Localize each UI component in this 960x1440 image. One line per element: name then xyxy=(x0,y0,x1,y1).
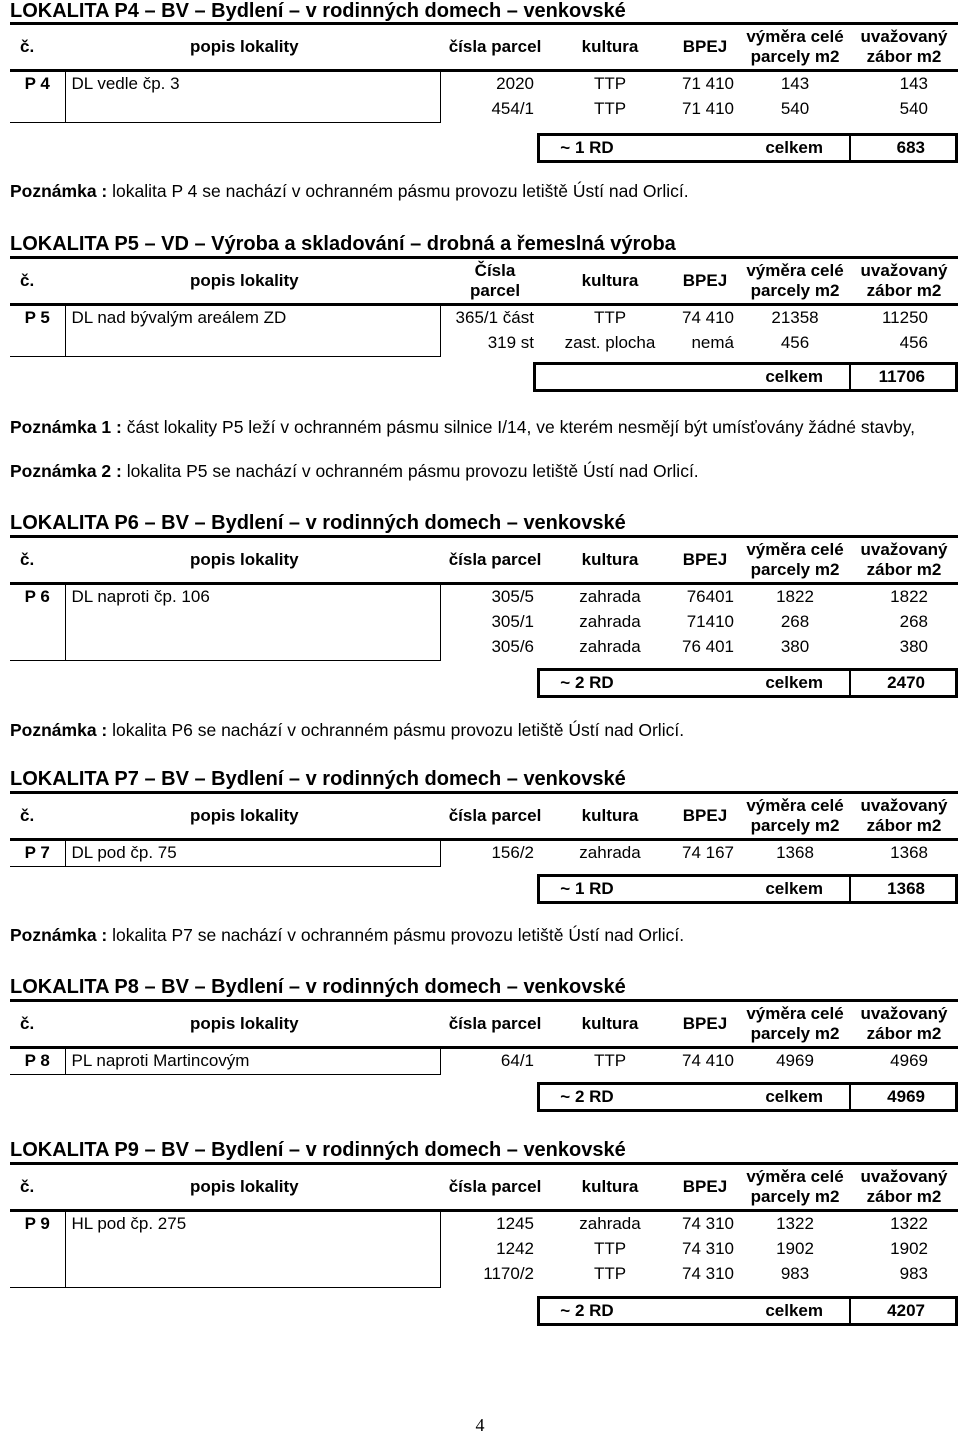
locality-table xyxy=(10,791,958,867)
cell-description: PL naproti Martincovým xyxy=(65,1048,440,1075)
note-text: lokalita P7 se nachází v ochranném pásmu provozu letiště Ústí nad Orlicí. xyxy=(112,925,685,945)
locality-table xyxy=(10,256,958,357)
locality-table xyxy=(10,1162,958,1288)
summary-row xyxy=(537,1296,958,1326)
header-number: č. xyxy=(10,1001,65,1048)
header-area-line2: parcely m2 xyxy=(750,47,840,66)
cell-parcel: 2020 xyxy=(496,74,534,93)
summary-row xyxy=(537,133,958,163)
header-culture: kultura xyxy=(550,258,670,305)
table-header-row xyxy=(10,1164,958,1211)
table-row xyxy=(10,71,958,98)
header-take xyxy=(850,1001,958,1048)
cell-area: 21358 xyxy=(771,308,819,327)
cell-bpej: 74 167 xyxy=(682,843,734,862)
header-description: popis lokality xyxy=(65,1001,440,1048)
locality-table xyxy=(10,22,958,123)
cell-take: 1822 xyxy=(890,587,928,606)
table-header-row xyxy=(10,1001,958,1048)
cell-number: P 5 xyxy=(10,305,65,332)
cell-bpej: 74 410 xyxy=(682,1051,734,1070)
summary-label: celkem xyxy=(634,1085,851,1109)
locality-table-wrap xyxy=(10,791,958,867)
summary-total: 4207 xyxy=(887,1301,925,1320)
cell-culture: zahrada xyxy=(579,587,641,606)
summary-row xyxy=(533,362,958,392)
locality-table-wrap xyxy=(10,22,958,123)
cell-number: P 6 xyxy=(10,584,65,611)
section-title: LOKALITA P4 – BV – Bydlení – v rodinných domech – venkovské xyxy=(10,0,626,22)
cell-bpej: 74 310 xyxy=(682,1264,734,1283)
cell-area: 1368 xyxy=(776,843,814,862)
header-area xyxy=(740,793,850,840)
cell-parcel: 365/1 část xyxy=(455,308,534,327)
cell-number xyxy=(10,1237,65,1262)
header-area-line1: výměra celé xyxy=(746,1167,844,1186)
header-area-line1: výměra celé xyxy=(746,1004,844,1023)
header-area xyxy=(740,537,850,584)
summary-total: 11706 xyxy=(878,367,925,386)
section-title: LOKALITA P5 – VD – Výroba a skladování – drobná a řemeslná výroba xyxy=(10,233,676,255)
header-take-line2: zábor m2 xyxy=(866,1187,942,1206)
header-take-line2: zábor m2 xyxy=(866,281,942,300)
cell-parcel: 319 st xyxy=(487,333,534,352)
page-number: 4 xyxy=(475,1415,485,1435)
cell-description xyxy=(65,610,440,635)
header-parcel: čísla parcel xyxy=(440,1164,550,1211)
header-description: popis lokality xyxy=(65,793,440,840)
header-parcel-line2: parcel xyxy=(469,281,521,300)
section-note xyxy=(10,719,950,741)
cell-number: P 8 xyxy=(10,1048,65,1075)
cell-area: 456 xyxy=(780,333,810,352)
section-note xyxy=(10,180,950,202)
summary-label: celkem xyxy=(634,1299,851,1323)
summary-rd: ~ 1 RD xyxy=(560,879,614,898)
header-parcel xyxy=(440,258,550,305)
header-area-line1: výměra celé xyxy=(746,261,844,280)
header-parcel: čísla parcel xyxy=(440,24,550,71)
table-row xyxy=(10,1237,958,1262)
cell-take: 143 xyxy=(899,74,928,93)
header-take xyxy=(850,793,958,840)
locality-table xyxy=(10,999,958,1075)
section-title: LOKALITA P7 – BV – Bydlení – v rodinných domech – venkovské xyxy=(10,768,626,790)
table-row xyxy=(10,840,958,867)
header-bpej: BPEJ xyxy=(670,258,740,305)
cell-bpej: 71410 xyxy=(686,612,734,631)
cell-description: DL vedle čp. 3 xyxy=(65,71,440,98)
section-note xyxy=(10,416,950,438)
header-take-line1: uvažovaný xyxy=(860,796,948,815)
header-culture: kultura xyxy=(550,537,670,584)
cell-area: 380 xyxy=(780,637,810,656)
table-header-row xyxy=(10,258,958,305)
header-area-line2: parcely m2 xyxy=(750,281,840,300)
header-area-line2: parcely m2 xyxy=(750,816,840,835)
locality-table-wrap xyxy=(10,256,958,357)
header-area-line1: výměra celé xyxy=(746,27,844,46)
cell-number: P 7 xyxy=(10,840,65,867)
cell-take: 1368 xyxy=(890,843,928,862)
cell-culture: TTP xyxy=(593,1239,627,1258)
summary-label: celkem xyxy=(630,365,851,389)
summary-total: 4969 xyxy=(887,1087,925,1106)
header-take xyxy=(850,1164,958,1211)
header-take-line2: zábor m2 xyxy=(866,560,942,579)
cell-area: 1322 xyxy=(776,1214,814,1233)
note-label: Poznámka 2 : xyxy=(10,461,122,481)
table-row xyxy=(10,97,958,123)
note-text: část lokality P5 leží v ochranném pásmu silnice I/14, ve kterém nesmějí být umísťovány žádné stavby, xyxy=(126,417,915,437)
summary-label: celkem xyxy=(634,877,851,901)
header-bpej: BPEJ xyxy=(670,24,740,71)
note-label: Poznámka : xyxy=(10,181,108,201)
note-text: lokalita P 4 se nachází v ochranném pásmu provozu letiště Ústí nad Orlicí. xyxy=(112,181,689,201)
locality-table xyxy=(10,535,958,661)
summary-rd: ~ 2 RD xyxy=(560,1087,614,1106)
header-take-line1: uvažovaný xyxy=(860,1004,948,1023)
cell-bpej: 76401 xyxy=(686,587,734,606)
cell-description xyxy=(65,635,440,661)
header-culture: kultura xyxy=(550,1164,670,1211)
cell-bpej: 76 401 xyxy=(682,637,734,656)
cell-take: 4969 xyxy=(890,1051,928,1070)
cell-parcel: 156/2 xyxy=(491,843,534,862)
cell-parcel: 1170/2 xyxy=(483,1264,534,1283)
header-take-line1: uvažovaný xyxy=(860,540,948,559)
header-take-line1: uvažovaný xyxy=(860,27,948,46)
header-description: popis lokality xyxy=(65,1164,440,1211)
locality-table-wrap xyxy=(10,1162,958,1288)
cell-take: 1322 xyxy=(890,1214,928,1233)
cell-bpej: 71 410 xyxy=(682,74,734,93)
cell-take: 456 xyxy=(899,333,928,352)
cell-number xyxy=(10,635,65,661)
header-number: č. xyxy=(10,24,65,71)
cell-take: 380 xyxy=(899,637,928,656)
cell-bpej: 74 310 xyxy=(682,1239,734,1258)
cell-parcel: 305/5 xyxy=(491,587,534,606)
header-area xyxy=(740,1164,850,1211)
header-area-line1: výměra celé xyxy=(746,540,844,559)
cell-area: 1822 xyxy=(776,587,814,606)
cell-number xyxy=(10,97,65,123)
header-parcel: čísla parcel xyxy=(440,1001,550,1048)
cell-culture: zahrada xyxy=(579,637,641,656)
cell-parcel: 305/1 xyxy=(491,612,534,631)
cell-number xyxy=(10,610,65,635)
table-row xyxy=(10,1048,958,1075)
table-row xyxy=(10,610,958,635)
section-title: LOKALITA P8 – BV – Bydlení – v rodinných domech – venkovské xyxy=(10,976,626,998)
header-bpej: BPEJ xyxy=(670,1164,740,1211)
cell-parcel: 454/1 xyxy=(491,99,534,118)
table-header-row xyxy=(10,793,958,840)
cell-take: 983 xyxy=(899,1264,928,1283)
cell-number: P 9 xyxy=(10,1211,65,1238)
summary-rd: ~ 2 RD xyxy=(560,1301,614,1320)
summary-row xyxy=(537,874,958,904)
cell-number xyxy=(10,1262,65,1288)
header-parcel-line1: Čísla xyxy=(474,261,516,280)
cell-parcel: 1245 xyxy=(496,1214,534,1233)
cell-culture: TTP xyxy=(593,308,627,327)
header-area xyxy=(740,24,850,71)
note-label: Poznámka : xyxy=(10,720,108,740)
cell-number xyxy=(10,331,65,357)
cell-area: 1902 xyxy=(776,1239,814,1258)
cell-bpej: nemá xyxy=(691,333,734,352)
cell-take: 268 xyxy=(899,612,928,631)
table-row xyxy=(10,584,958,611)
cell-description: DL pod čp. 75 xyxy=(65,840,440,867)
header-take-line1: uvažovaný xyxy=(860,1167,948,1186)
table-header-row xyxy=(10,537,958,584)
section-title: LOKALITA P6 – BV – Bydlení – v rodinných domech – venkovské xyxy=(10,512,626,534)
cell-take: 540 xyxy=(899,99,928,118)
header-area-line2: parcely m2 xyxy=(750,1024,840,1043)
cell-parcel: 305/6 xyxy=(491,637,534,656)
cell-culture: zahrada xyxy=(579,843,641,862)
note-text: lokalita P5 se nachází v ochranném pásmu provozu letiště Ústí nad Orlicí. xyxy=(126,461,699,481)
cell-description xyxy=(65,1262,440,1288)
summary-rd: ~ 1 RD xyxy=(560,138,614,157)
header-area-line2: parcely m2 xyxy=(750,1187,840,1206)
cell-description: HL pod čp. 275 xyxy=(65,1211,440,1238)
locality-table-wrap xyxy=(10,999,958,1075)
table-row xyxy=(10,331,958,357)
cell-area: 540 xyxy=(780,99,810,118)
header-area xyxy=(740,1001,850,1048)
cell-description xyxy=(65,97,440,123)
header-number: č. xyxy=(10,537,65,584)
header-parcel: čísla parcel xyxy=(440,793,550,840)
header-area-line1: výměra celé xyxy=(746,796,844,815)
cell-culture: TTP xyxy=(593,74,627,93)
header-description: popis lokality xyxy=(65,258,440,305)
note-text: lokalita P6 se nachází v ochranném pásmu provozu letiště Ústí nad Orlicí. xyxy=(112,720,685,740)
cell-culture: TTP xyxy=(593,1051,627,1070)
locality-table-wrap xyxy=(10,535,958,661)
summary-total: 683 xyxy=(896,138,925,157)
header-take-line2: zábor m2 xyxy=(866,1024,942,1043)
cell-bpej: 74 410 xyxy=(682,308,734,327)
section-note xyxy=(10,924,950,946)
note-label: Poznámka : xyxy=(10,925,108,945)
header-culture: kultura xyxy=(550,24,670,71)
summary-row xyxy=(537,668,958,698)
cell-area: 143 xyxy=(780,74,810,93)
cell-take: 11250 xyxy=(881,308,928,327)
summary-label: celkem xyxy=(634,136,851,160)
header-bpej: BPEJ xyxy=(670,537,740,584)
cell-culture: zahrada xyxy=(579,1214,641,1233)
summary-label: celkem xyxy=(634,671,851,695)
header-take xyxy=(850,258,958,305)
cell-description: DL naproti čp. 106 xyxy=(65,584,440,611)
cell-take: 1902 xyxy=(890,1239,928,1258)
header-description: popis lokality xyxy=(65,537,440,584)
cell-culture: zast. plocha xyxy=(564,333,656,352)
header-description: popis lokality xyxy=(65,24,440,71)
cell-area: 268 xyxy=(780,612,810,631)
header-take-line2: zábor m2 xyxy=(866,47,942,66)
header-parcel: čísla parcel xyxy=(440,537,550,584)
header-number: č. xyxy=(10,258,65,305)
summary-rd: ~ 2 RD xyxy=(560,673,614,692)
header-culture: kultura xyxy=(550,793,670,840)
table-row xyxy=(10,305,958,332)
cell-description: DL nad bývalým areálem ZD xyxy=(65,305,440,332)
summary-row xyxy=(537,1082,958,1112)
table-row xyxy=(10,1262,958,1288)
table-row xyxy=(10,1211,958,1238)
header-bpej: BPEJ xyxy=(670,1001,740,1048)
cell-number: P 4 xyxy=(10,71,65,98)
header-bpej: BPEJ xyxy=(670,793,740,840)
cell-description xyxy=(65,1237,440,1262)
cell-culture: TTP xyxy=(593,1264,627,1283)
cell-culture: zahrada xyxy=(579,612,641,631)
cell-parcel: 64/1 xyxy=(500,1051,534,1070)
header-number: č. xyxy=(10,793,65,840)
header-take-line2: zábor m2 xyxy=(866,816,942,835)
table-header-row xyxy=(10,24,958,71)
table-row xyxy=(10,635,958,661)
summary-total: 2470 xyxy=(887,673,925,692)
summary-rd xyxy=(536,365,630,389)
cell-area: 4969 xyxy=(776,1051,814,1070)
cell-culture: TTP xyxy=(593,99,627,118)
header-area xyxy=(740,258,850,305)
header-take-line1: uvažovaný xyxy=(860,261,948,280)
section-title: LOKALITA P9 – BV – Bydlení – v rodinných domech – venkovské xyxy=(10,1139,626,1161)
header-number: č. xyxy=(10,1164,65,1211)
header-take xyxy=(850,537,958,584)
header-area-line2: parcely m2 xyxy=(750,560,840,579)
note-label: Poznámka 1 : xyxy=(10,417,122,437)
cell-bpej: 71 410 xyxy=(682,99,734,118)
section-note xyxy=(10,460,950,482)
cell-bpej: 74 310 xyxy=(682,1214,734,1233)
summary-total: 1368 xyxy=(887,879,925,898)
cell-area: 983 xyxy=(780,1264,810,1283)
cell-parcel: 1242 xyxy=(496,1239,534,1258)
cell-description xyxy=(65,331,440,357)
header-culture: kultura xyxy=(550,1001,670,1048)
header-take xyxy=(850,24,958,71)
